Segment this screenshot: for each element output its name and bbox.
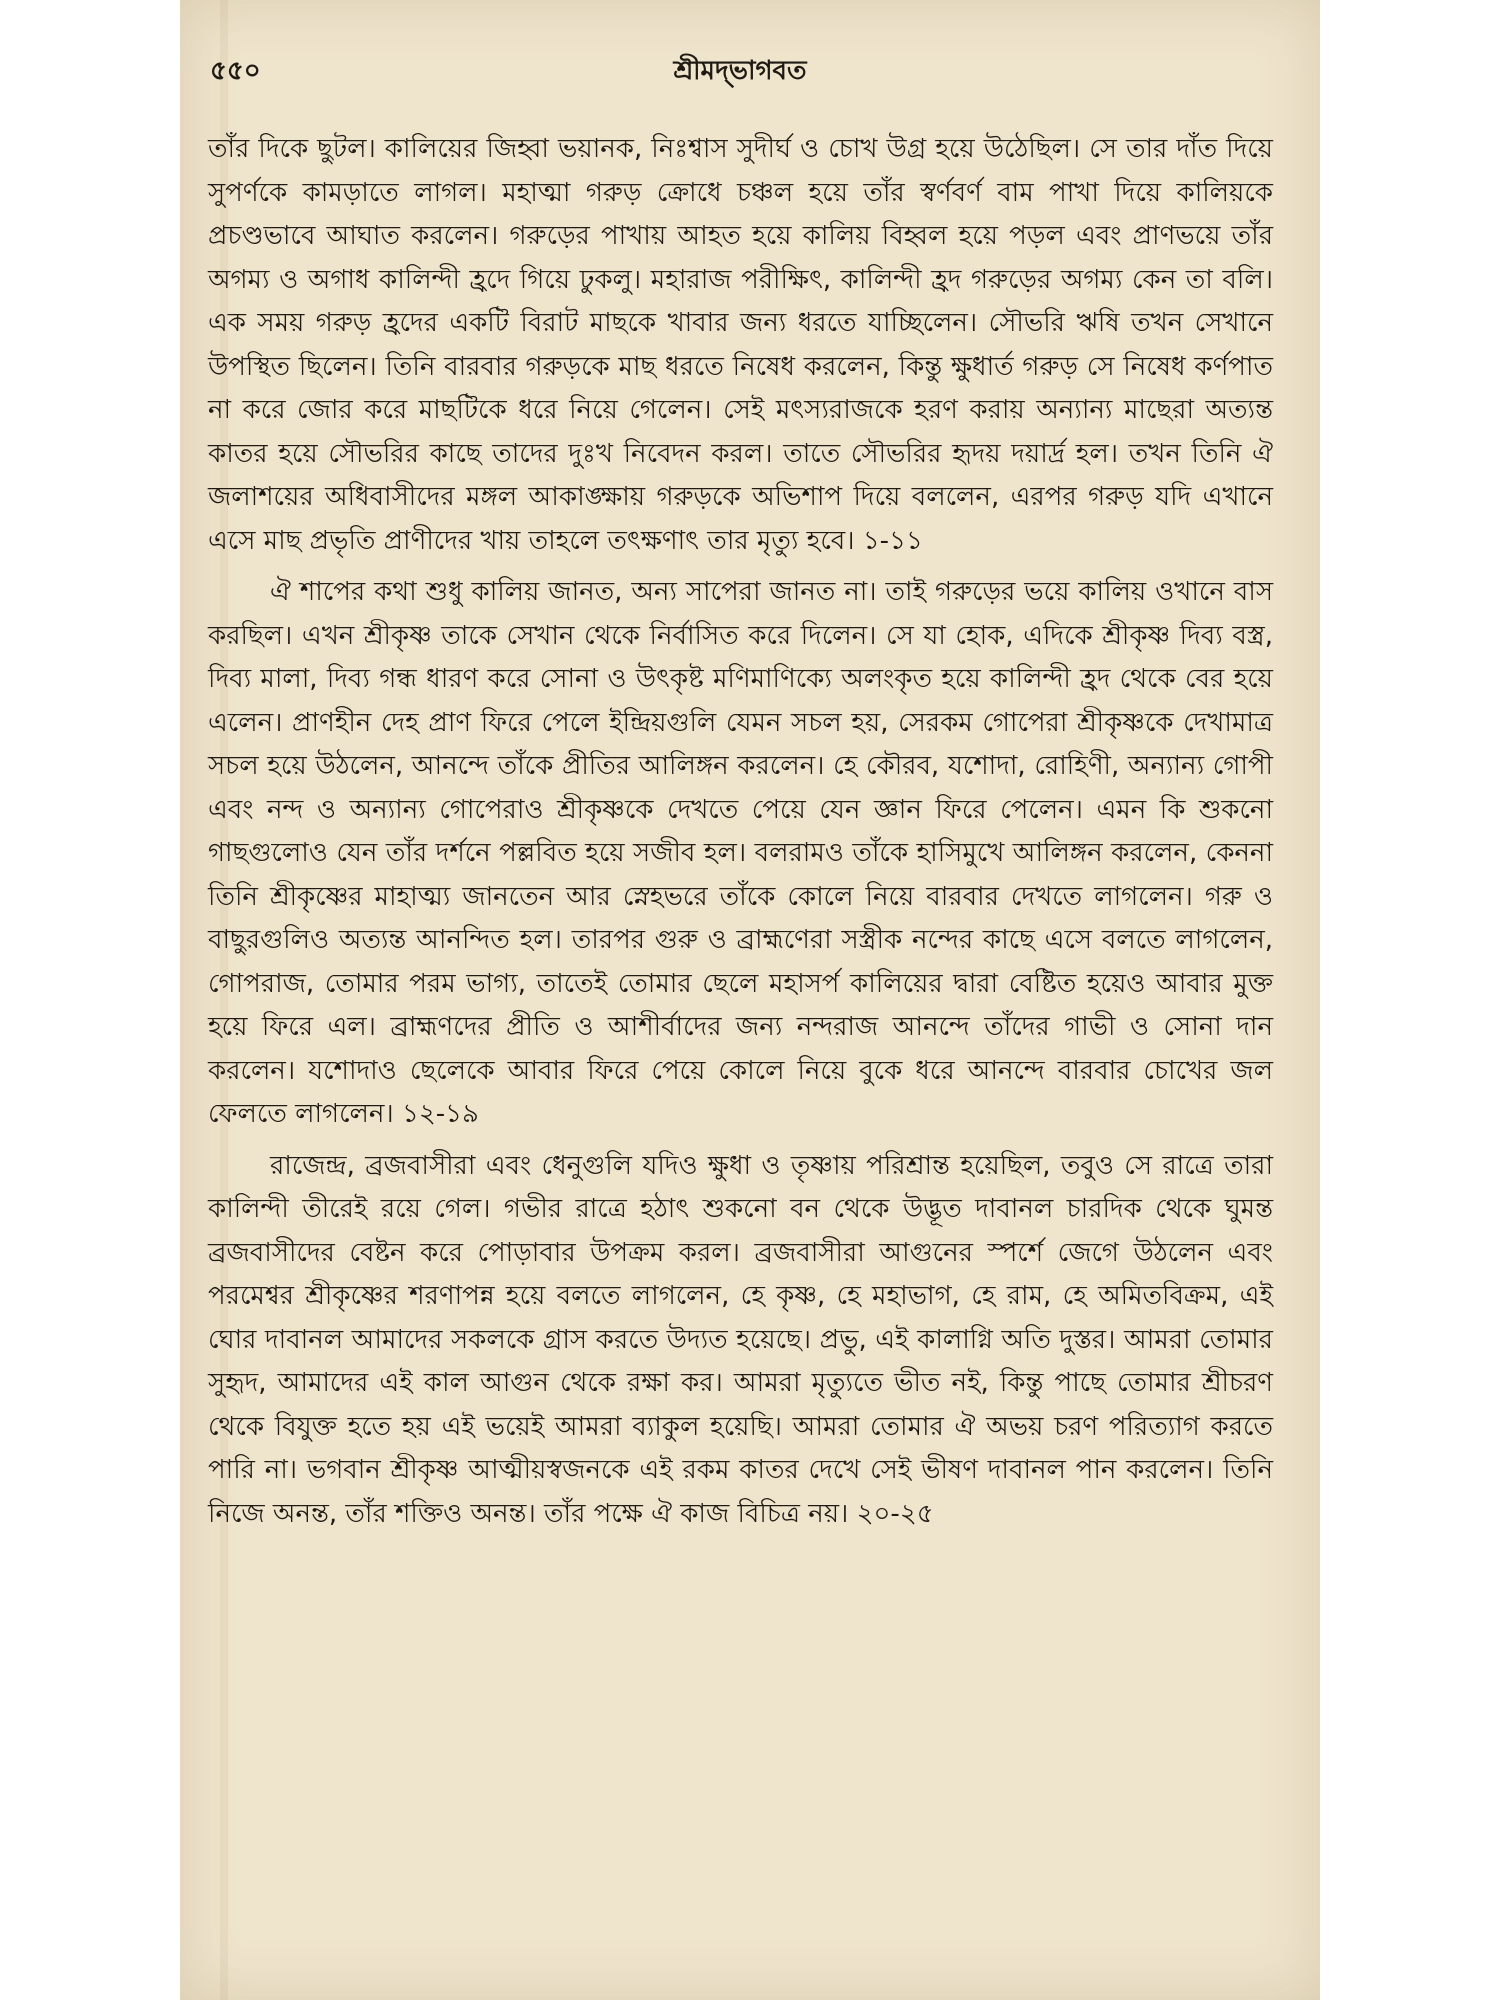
paragraph-2: ঐ শাপের কথা শুধু কালিয় জানত, অন্য সাপেরা জানত না। তাই গরুড়ের ভয়ে কালিয় ওখানে বাস করছিল। এখন শ্রীকৃষ্ণ তাকে সেখান থেকে নির্বাসিত করে দিলেন। সে যা হোক, এদিকে শ্রীকৃষ্ণ দিব্য বস্ত্র, দিব্য মালা, দিব্য গন্ধ ধারণ করে সোনা ও উৎকৃষ্ট মণিমাণিক্যে অলংকৃত হয়ে কালিন্দী হ্রদ থেকে বের হয়ে এলেন। প্রাণহীন দেহ প্রাণ ফিরে পেলে ইন্দ্রিয়গুলি যেমন সচল হয়, সেরকম গোপেরা শ্রীকৃষ্ণকে দেখামাত্র সচল হয়ে উঠলেন, আনন্দে তাঁকে প্রীতির আলিঙ্গন করলেন। হে কৌরব, যশোদা, রোহিণী, অন্যান্য গোপী এবং নন্দ ও অন্যান্য গোপেরাও শ্রীকৃষ্ণকে দেখতে পেয়ে যেন জ্ঞান ফিরে পেলেন। এমন কি শুকনো গাছগুলোও যেন তাঁর দর্শনে পল্লবিত হয়ে সজীব হল। বলরামও তাঁকে হাসিমুখে আলিঙ্গন করলেন, কেননা তিনি শ্রীকৃষ্ণের মাহাত্ম্য জানতেন আর স্নেহভরে তাঁকে কোলে নিয়ে বারবার দেখতে লাগলেন। গরু ও বাছুরগুলিও অত্যন্ত আনন্দিত হল। তারপর গুরু ও ব্রাহ্মণেরা সস্ত্রীক নন্দের কাছে এসে বলতে লাগলেন, গোপরাজ, তোমার পরম ভাগ্য, তাতেই তোমার ছেলে মহাসর্প কালিয়ের দ্বারা বেষ্টিত হয়েও আবার মুক্ত হয়ে ফিরে এল। ব্রাহ্মণদের প্রীতি ও আশীর্বাদের জন্য নন্দরাজ আনন্দে তাঁদের গাভী ও সোনা দান করলেন। যশোদাও ছেলেকে আবার ফিরে পেয়ে কোলে নিয়ে বুকে ধরে আনন্দে বারবার চোখের জল ফেলতে লাগলেন। ১২-১৯ xyxy=(208,577,1273,1129)
book-page xyxy=(180,0,1320,2000)
paragraph-1: তাঁর দিকে ছুটল। কালিয়ের জিহ্বা ভয়ানক, নিঃশ্বাস সুদীর্ঘ ও চোখ উগ্র হয়ে উঠেছিল। সে তার দাঁত দিয়ে সুপর্ণকে কামড়াতে লাগল। মহাত্মা গরুড় ক্রোধে চঞ্চল হয়ে তাঁর স্বর্ণবর্ণ বাম পাখা দিয়ে কালিয়কে প্রচণ্ডভাবে আঘাত করলেন। গরুড়ের পাখায় আহত হয়ে কালিয় বিহ্বল হয়ে পড়ল এবং প্রাণভয়ে তাঁর অগম্য ও অগাধ কালিন্দী হ্রদে গিয়ে ঢুকলু। মহারাজ পরীক্ষিৎ, কালিন্দী হ্রদ গরুড়ের অগম্য কেন তা বলি। এক সময় গরুড় হ্রদের একটি বিরাট মাছকে খাবার জন্য ধরতে যাচ্ছিলেন। সৌভরি ঋষি তখন সেখানে উপস্থিত ছিলেন। তিনি বারবার গরুড়কে মাছ ধরতে নিষেধ করলেন, কিন্তু ক্ষুধার্ত গরুড় সে নিষেধ কর্ণপাত না করে জোর করে মাছটিকে ধরে নিয়ে গেলেন। সেই মৎস্যরাজকে হরণ করায় অন্যান্য মাছেরা অত্যন্ত কাতর হয়ে সৌভরির কাছে তাদের দুঃখ নিবেদন করল। তাতে সৌভরির হৃদয় দয়ার্দ্র হল। তখন তিনি ঐ জলাশয়ের অধিবাসীদের মঙ্গল আকাঙ্ক্ষায় গরুড়কে অভিশাপ দিয়ে বললেন, এরপর গরুড় যদি এখানে এসে মাছ প্রভৃতি প্রাণীদের খায় তাহলে তৎক্ষণাৎ তার মৃত্যু হবে। ১-১১ xyxy=(208,134,1273,556)
paragraph-3: রাজেন্দ্র, ব্রজবাসীরা এবং ধেনুগুলি যদিও ক্ষুধা ও তৃষ্ণায় পরিশ্রান্ত হয়েছিল, তবুও সে রাত্রে তারা কালিন্দী তীরেই রয়ে গেল। গভীর রাত্রে হঠাৎ শুকনো বন থেকে উদ্ভূত দাবানল চারদিক থেকে ঘুমন্ত ব্রজবাসীদের বেষ্টন করে পোড়াবার উপক্রম করল। ব্রজবাসীরা আগুনের স্পর্শে জেগে উঠলেন এবং পরমেশ্বর শ্রীকৃষ্ণের শরণাপন্ন হয়ে বলতে লাগলেন, হে কৃষ্ণ, হে মহাভাগ, হে রাম, হে অমিতবিক্রম, এই ঘোর দাবানল আমাদের সকলকে গ্রাস করতে উদ্যত হয়েছে। প্রভু, এই কালাগ্নি অতি দুস্তর। আমরা তোমার সুহৃদ, আমাদের এই কাল আগুন থেকে রক্ষা কর। আমরা মৃত্যুতে ভীত নই, কিন্তু পাছে তোমার শ্রীচরণ থেকে বিযুক্ত হতে হয় এই ভয়েই আমরা ব্যাকুল হয়েছি। আমরা তোমার ঐ অভয় চরণ পরিত্যাগ করতে পারি না। ভগবান শ্রীকৃষ্ণ আত্মীয়স্বজনকে এই রকম কাতর দেখে সেই ভীষণ দাবানল পান করলেন। তিনি নিজে অনন্ত, তাঁর শক্তিও অনন্ত। তাঁর পক্ষে ঐ কাজ বিচিত্র নয়। ২০-২৫ xyxy=(208,1150,1273,1529)
body-text xyxy=(208,128,1273,1544)
running-title: শ্রীমদ্‌ভাগবত xyxy=(673,56,807,86)
page-header xyxy=(210,50,1270,90)
page-number: ৫৫০ xyxy=(210,56,261,86)
